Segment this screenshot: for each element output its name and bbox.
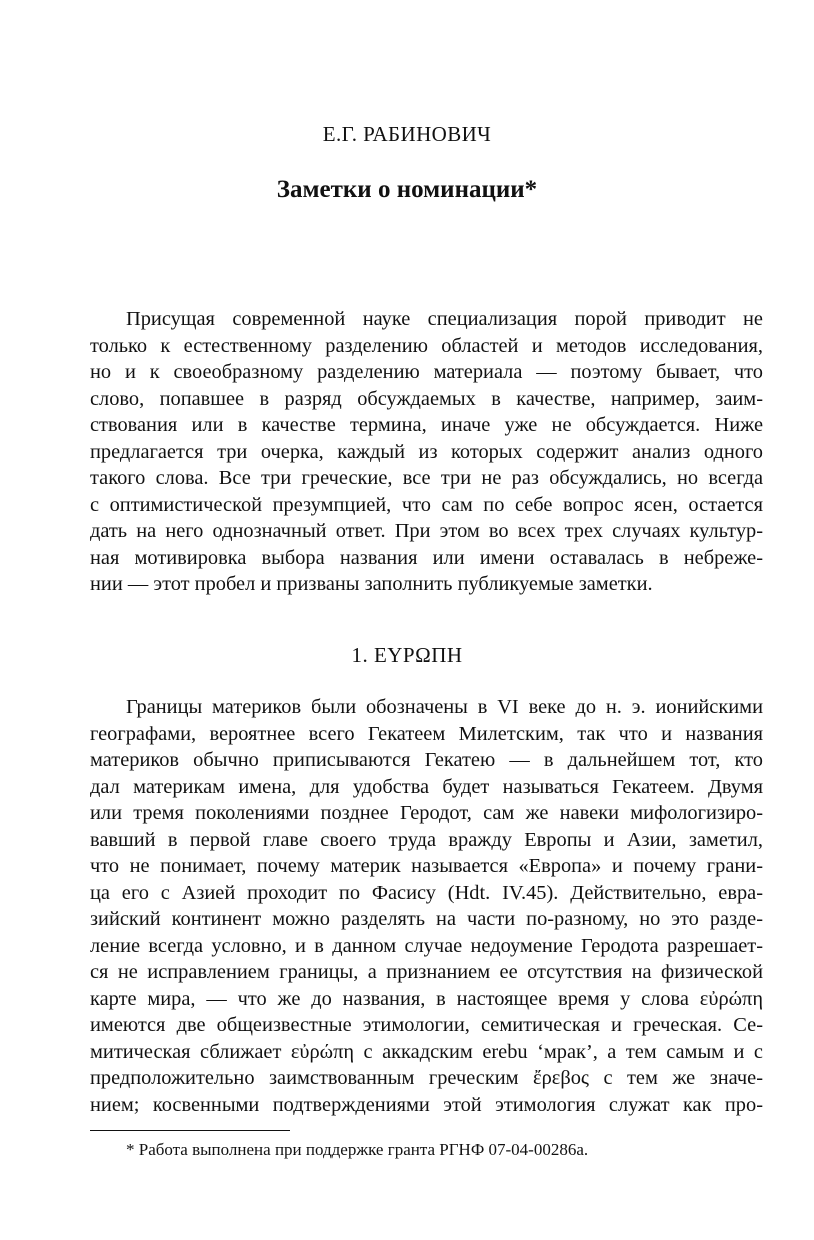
text-line: Присущая современной науке специализация порой приводит не [126, 308, 763, 330]
text-line: слово, попавшее в разряд обсуждаемых в качестве, например, заим- [90, 387, 763, 410]
text-line: вавший в первой главе своего труда вражду Европы и Азии, заметил, [90, 828, 763, 851]
text-line: только к естественному разделению областей и методов исследования, [90, 334, 763, 357]
section-heading: 1. ΕΥΡΩΠΗ [351, 643, 463, 667]
footnote: * Работа выполнена при поддержке гранта РГНФ 07-04-00286а. [126, 1140, 589, 1159]
text-line: карте мира, — что же до названия, в настоящее время у слова εὐρώπη [90, 987, 763, 1010]
text-line: имеются две общеизвестные этимологии, семитическая и греческая. Се- [90, 1014, 763, 1036]
text-line: или тремя поколениями позднее Геродот, сам же навеки мифологизиро- [90, 802, 763, 824]
text-line: ствования или в качестве термина, иначе уже не обсуждается. Ниже [90, 414, 763, 436]
text-line: географами, вероятнее всего Гекатеем Милетским, так что и названия [90, 722, 763, 745]
text-line: ление всегда условно, и в данном случае недоумение Геродота разрешает- [90, 934, 763, 957]
author-name: Е.Г. РАБИНОВИЧ [322, 122, 492, 146]
text-line: ся не исправлением границы, а признанием ее отсутствия на физической [90, 961, 763, 983]
text-line: такого слова. Все три греческие, все три не раз обсуждались, но всегда [90, 467, 763, 489]
text-line: дал материкам имена, для удобства будет называться Гекатеем. Двумя [90, 775, 763, 798]
text-line: Границы материков были обозначены в VI веке до н. э. ионийскими [126, 696, 763, 718]
text-line: с оптимистической презумпцией, что сам по себе вопрос ясен, остается [90, 493, 763, 516]
intro-paragraph [90, 306, 763, 598]
text-line: предлагается три очерка, каждый из которых содержит анализ одного [90, 440, 763, 463]
text-line: нии — этот пробел и призваны заполнить публикуемые заметки. [90, 573, 653, 595]
text-line: ца его с Азией проходит по Фасису (Hdt. IV.45). Действительно, евра- [90, 881, 763, 904]
footnote-divider [90, 1130, 290, 1131]
article-title: Заметки о номинации* [276, 176, 538, 203]
text-line: что не понимает, почему материк называется «Европа» и почему грани- [90, 855, 763, 877]
text-line: зийский континент можно разделять на части по-разному, но это разде- [90, 908, 763, 930]
text-line: нием; косвенными подтверждениями этой этимология служат как про- [90, 1093, 763, 1116]
text-line: дать на него однозначный ответ. При этом во всех трех случаях культур- [90, 520, 763, 542]
text-line: митическая сближает εὐρώπη с аккадским erebu ‘мрак’, а тем самым и с [90, 1040, 763, 1063]
text-line: предположительно заимствованным греческим ἔρεβος с тем же значе- [90, 1067, 763, 1089]
text-line: материков обычно приписываются Гекатею — в дальнейшем тот, кто [90, 749, 763, 771]
section-paragraph [90, 694, 763, 1118]
text-line: но и к своеобразному разделению материала — поэтому бывает, что [90, 361, 763, 383]
text-line: ная мотивировка выбора названия или имени оставалась в небреже- [90, 546, 763, 569]
